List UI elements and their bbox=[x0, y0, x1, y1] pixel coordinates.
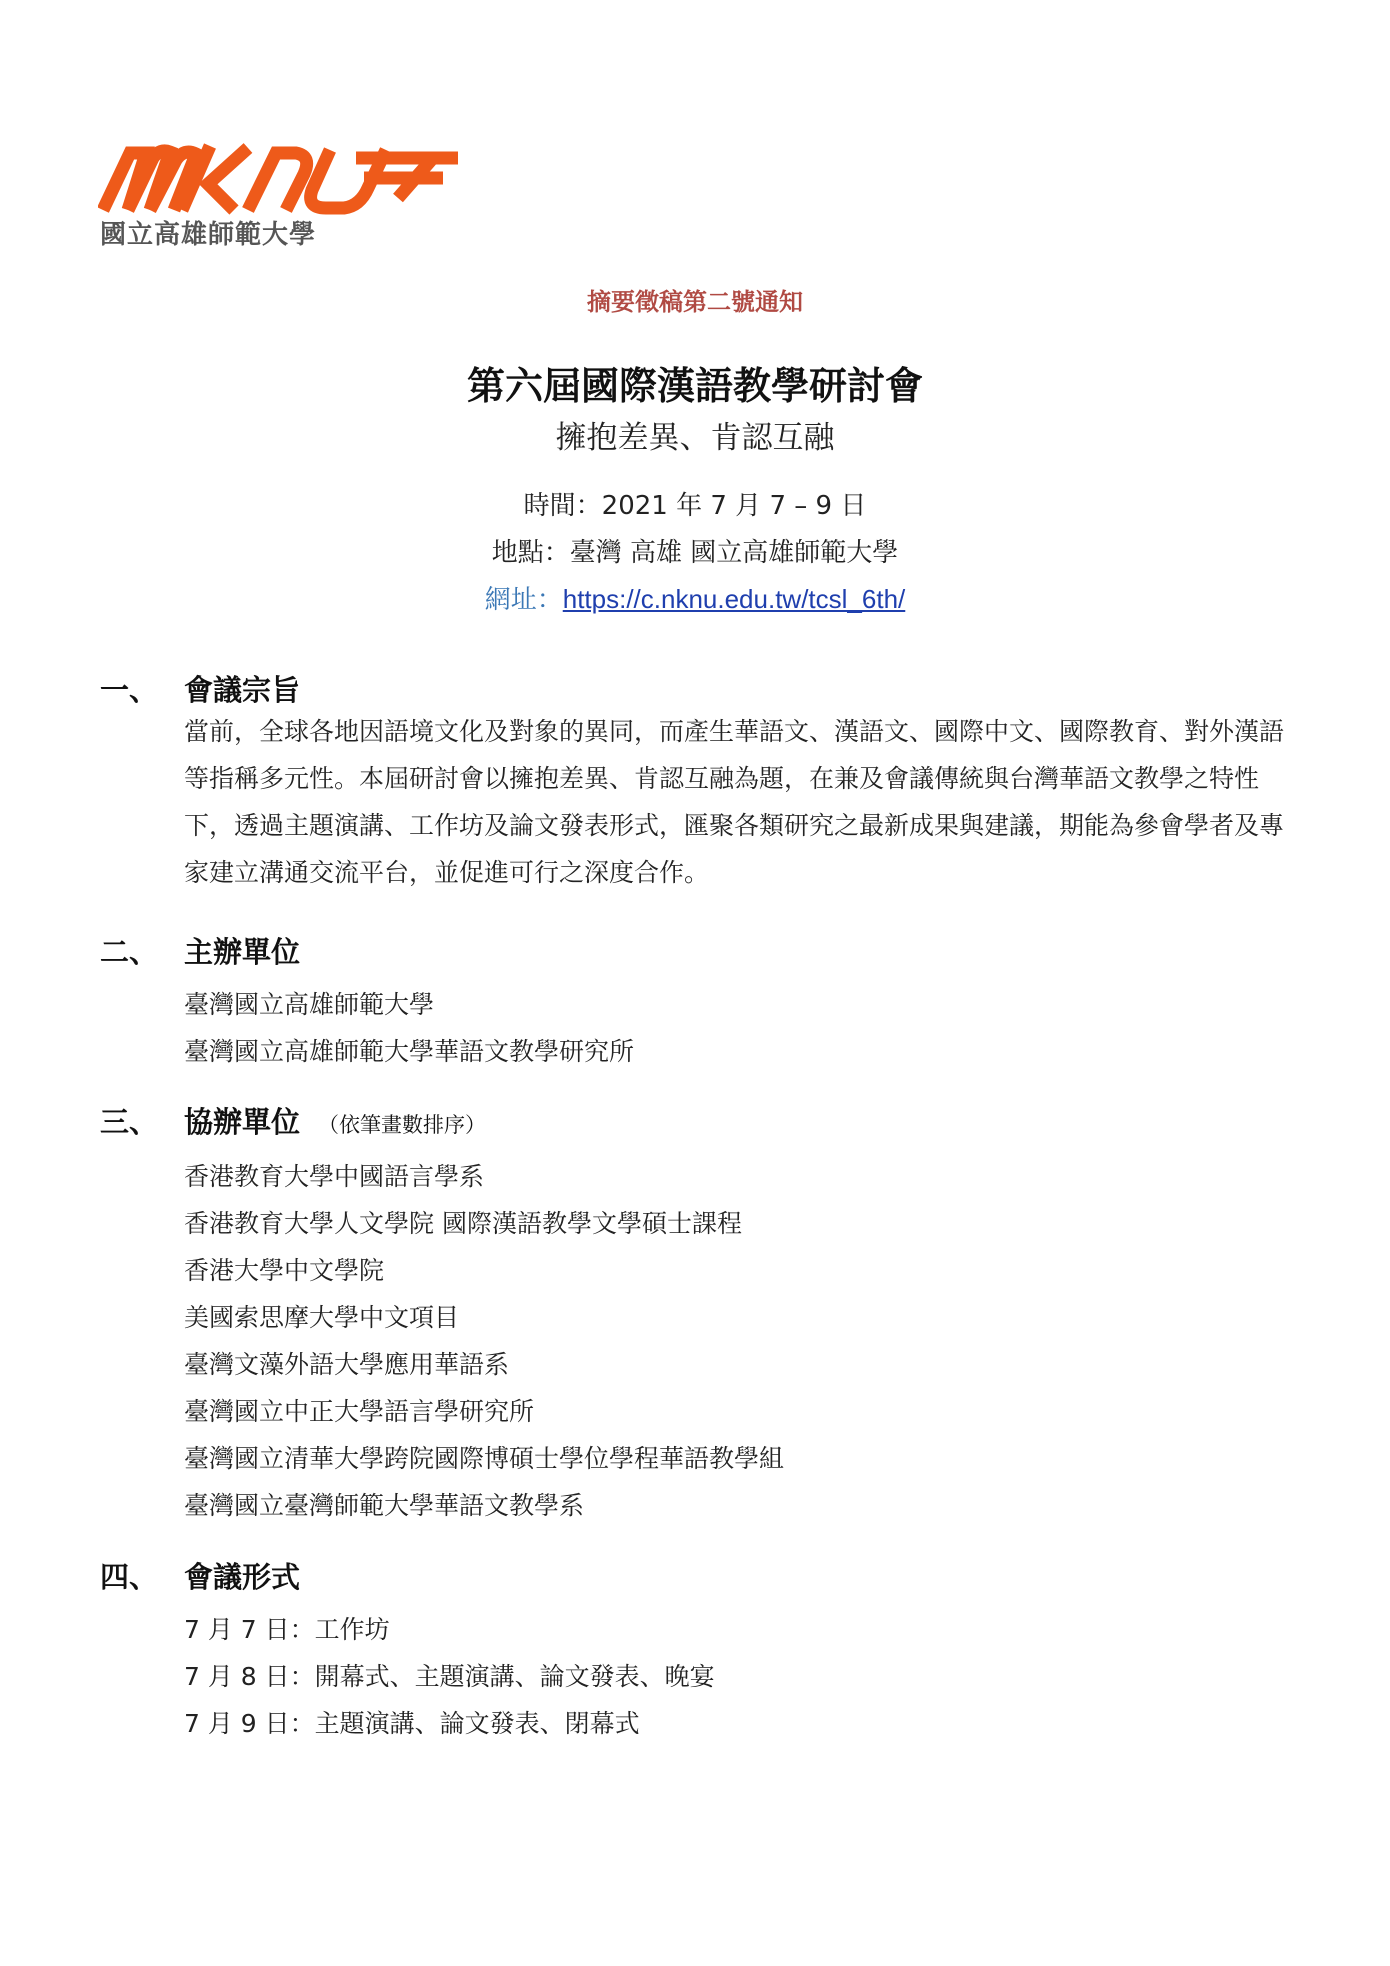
event-website bbox=[0, 579, 1390, 616]
event-time: 時間：2021 年 7 月 7 – 9 日 bbox=[523, 491, 867, 521]
section-note: （依筆畫數排序） bbox=[318, 1113, 487, 1137]
list-item: 臺灣國立清華大學跨院國際博碩士學位學程華語教學組 bbox=[184, 1444, 785, 1473]
list-item: 香港教育大學人文學院 國際漢語教學文學碩士課程 bbox=[184, 1209, 742, 1238]
nknu-logo bbox=[98, 138, 498, 253]
section-title: 協辦單位 bbox=[184, 1105, 301, 1139]
list-item: 臺灣國立臺灣師範大學華語文教學系 bbox=[184, 1491, 585, 1520]
notice-heading: 摘要徵稿第二號通知 bbox=[587, 288, 803, 316]
list-item: 臺灣國立中正大學語言學研究所 bbox=[184, 1397, 535, 1426]
website-link[interactable]: https://c.nknu.edu.tw/tcsl_6th/ bbox=[562, 584, 906, 614]
logo-text: 國立高雄師範大學 bbox=[100, 220, 317, 250]
list-item: 臺灣文藻外語大學應用華語系 bbox=[184, 1350, 510, 1379]
page-title: 第六屆國際漢語教學研討會 bbox=[466, 364, 923, 408]
list-item: 香港教育大學中國語言學系 bbox=[184, 1162, 485, 1191]
section-number: 一、 bbox=[100, 673, 159, 707]
section-number: 二、 bbox=[100, 935, 159, 969]
list-item: 臺灣國立高雄師範大學 bbox=[184, 990, 435, 1019]
section-title: 主辦單位 bbox=[184, 935, 301, 969]
website-label: 網址： bbox=[484, 585, 563, 615]
list-item: 7 月 7 日：工作坊 bbox=[184, 1615, 390, 1644]
list-item: 臺灣國立高雄師範大學華語文教學研究所 bbox=[184, 1037, 635, 1066]
section-heading-purpose bbox=[100, 668, 300, 709]
section-title: 會議宗旨 bbox=[184, 673, 301, 707]
section-heading-format bbox=[100, 1555, 300, 1596]
event-place: 地點：臺灣 高雄 國立高雄師範大學 bbox=[491, 538, 899, 568]
list-item: 7 月 9 日：主題演講、論文發表、閉幕式 bbox=[184, 1709, 640, 1738]
list-item: 美國索思摩大學中文項目 bbox=[184, 1303, 460, 1332]
section-number: 四、 bbox=[100, 1560, 159, 1594]
nknu-logo-mark bbox=[98, 138, 498, 218]
section-title: 會議形式 bbox=[184, 1560, 301, 1594]
section-heading-co-organizer bbox=[100, 1100, 486, 1141]
purpose-paragraph: 當前，全球各地因語境文化及對象的異同，而產生華語文、漢語文、國際中文、國際教育、對外漢語等指稱多元性。本屆研討會以擁抱差異、肯認互融為題，在兼及會議傳統與台灣華語文教學之特性下，透過主題演講、工作坊及論文發表形式，匯聚各類研究之最新成果與建議，期能為參會學者及專家建立溝通交流平台，並促進可行之深度合作。 bbox=[184, 717, 1285, 887]
list-item: 香港大學中文學院 bbox=[184, 1256, 385, 1285]
section-number: 三、 bbox=[100, 1105, 159, 1139]
section-heading-organizer bbox=[100, 930, 300, 971]
page-subtitle: 擁抱差異、肯認互融 bbox=[555, 420, 835, 456]
list-item: 7 月 8 日：開幕式、主題演講、論文發表、晚宴 bbox=[184, 1662, 715, 1691]
